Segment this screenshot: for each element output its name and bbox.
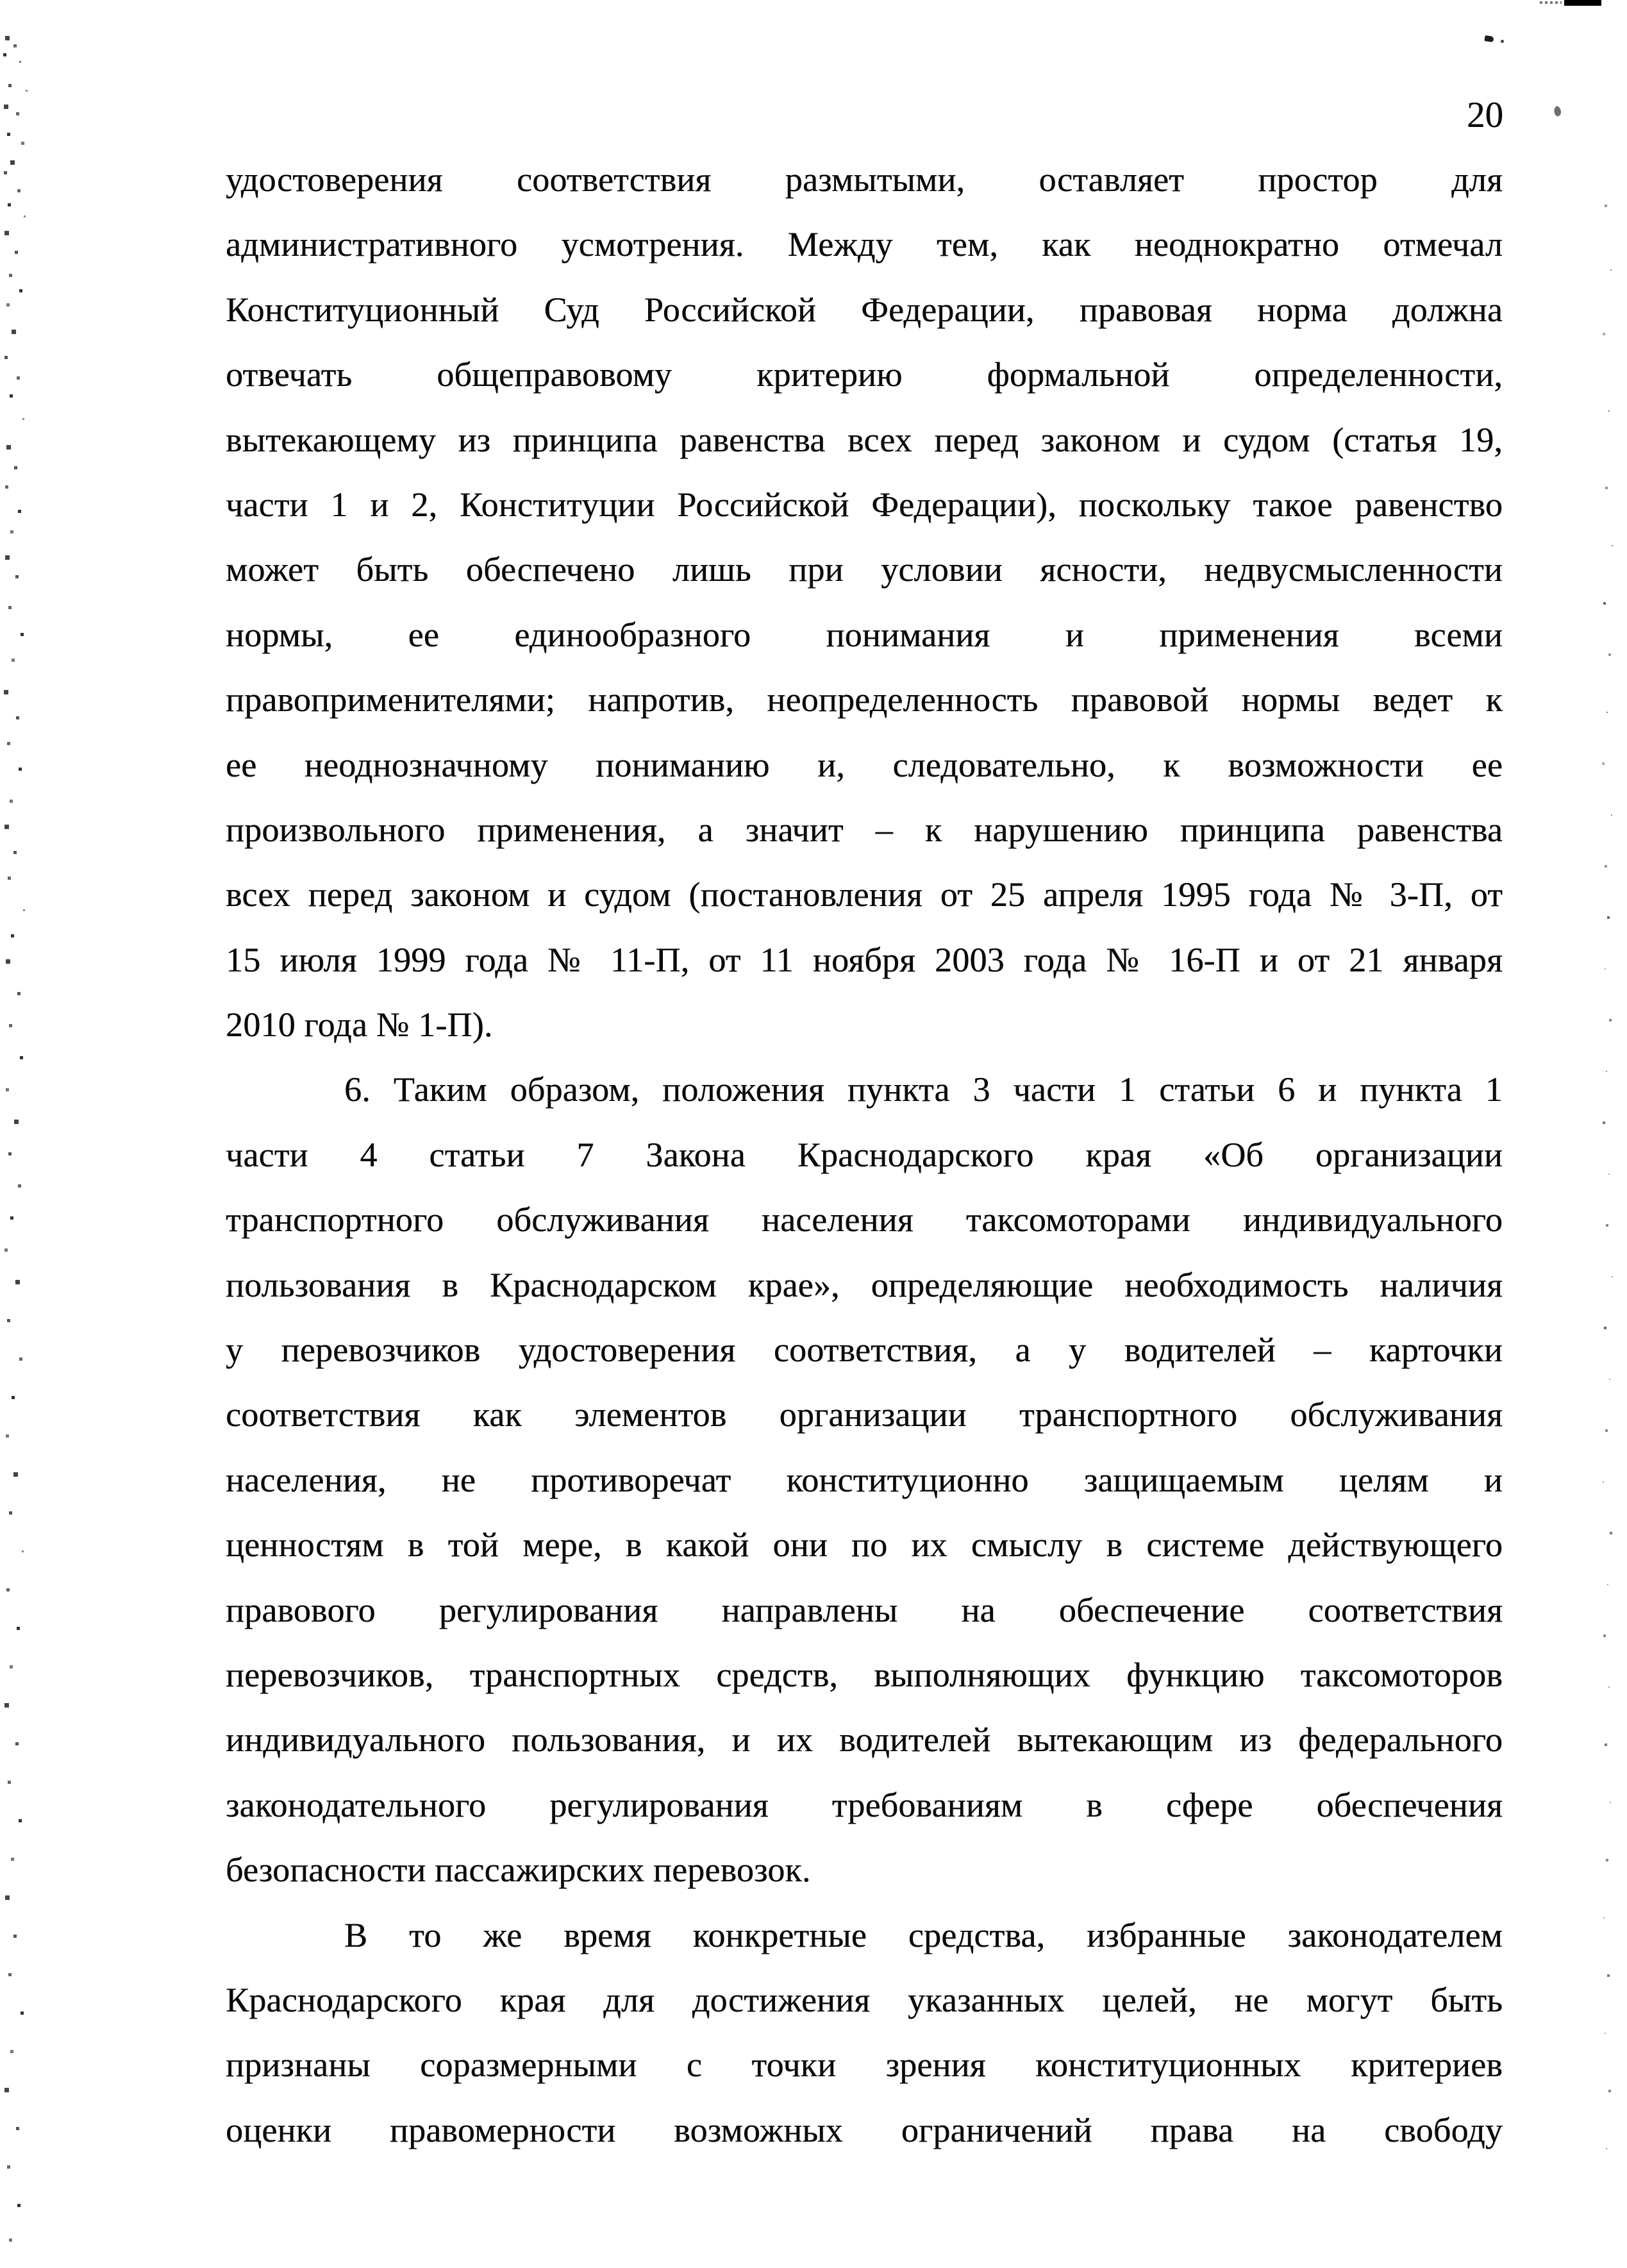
text-line: 6. Таким образом, положения пункта 3 части 1 статьи 6 и пункта 1 <box>344 1070 1503 1109</box>
text-line: В то же время конкретные средства, избранные законодателем <box>344 1915 1503 1954</box>
text-line: административного усмотрения. Между тем, как неоднократно отмечал <box>226 225 1503 264</box>
text-line: индивидуального пользования, и их водителей вытекающим из федерального <box>226 1720 1503 1760</box>
text-line: может быть обеспечено лишь при условии ясности, недвусмысленности <box>226 550 1503 589</box>
text-line: пользования в Краснодарском крае», определяющие необходимость наличия <box>226 1265 1503 1304</box>
text-line: оценки правомерности возможных ограничений права на свободу <box>226 2110 1503 2149</box>
text-line: ценностям в той мере, в какой они по их смыслу в системе действующего <box>226 1525 1503 1565</box>
scan-artifact-speck <box>1484 35 1494 42</box>
text-line: транспортного обслуживания населения таксомоторами индивидуального <box>226 1200 1503 1239</box>
text-line: части 4 статьи 7 Закона Краснодарского края «Об организации <box>226 1135 1503 1174</box>
text-line: законодательного регулирования требованиям в сфере обеспечения <box>226 1785 1503 1824</box>
text-line: Конституционный Суд Российской Федерации, правовая норма должна <box>226 290 1503 329</box>
text-line: вытекающему из принципа равенства всех перед законом и судом (статья 19, <box>226 420 1503 459</box>
text-line: нормы, ее единообразного понимания и применения всеми <box>226 615 1503 654</box>
scan-artifact-dashes <box>1540 1 1562 4</box>
text-line: отвечать общеправовому критерию формальной определенности, <box>226 355 1503 394</box>
text-line: у перевозчиков удостоверения соответствия, а у водителей – карточки <box>226 1331 1503 1370</box>
text-line: произвольного применения, а значит – к нарушению принципа равенства <box>226 810 1503 849</box>
scan-artifact-corner-bar <box>1564 0 1601 6</box>
scan-noise-left-edge <box>0 0 2 2</box>
text-line: 15 июля 1999 года № 11-П, от 11 ноября 2003 года № 16-П и от 21 января <box>226 940 1503 979</box>
text-line: всех перед законом и судом (постановления от 25 апреля 1995 года № 3-П, от <box>226 875 1503 914</box>
text-line: ее неоднозначному пониманию и, следовательно, к возможности ее <box>226 745 1503 784</box>
text-line: правового регулирования направлены на обеспечение соответствия <box>226 1590 1503 1629</box>
scan-artifact-tick <box>1552 105 1563 117</box>
text-line: удостоверения соответствия размытыми, оставляет простор для <box>226 160 1503 199</box>
text-line: 2010 года № 1-П). <box>226 1005 493 1045</box>
text-line: перевозчиков, транспортных средств, выполняющих функцию таксомоторов <box>226 1655 1503 1694</box>
scan-artifact-speck <box>1501 40 1504 43</box>
text-line: правоприменителями; напротив, неопределенность правовой нормы ведет к <box>226 680 1503 719</box>
scan-noise-right-edge <box>1601 0 1603 1</box>
text-line: безопасности пассажирских перевозок. <box>226 1851 811 1890</box>
text-line: населения, не противоречат конституционно защищаемым целям и <box>226 1460 1503 1499</box>
text-line: признаны соразмерными с точки зрения конституционных критериев <box>226 2045 1503 2085</box>
document-text-block <box>226 147 1503 2163</box>
text-line: части 1 и 2, Конституции Российской Федерации), поскольку такое равенство <box>226 485 1503 524</box>
text-line: Краснодарского края для достижения указанных целей, не могут быть <box>226 1980 1503 2019</box>
page-number: 20 <box>1467 95 1503 135</box>
text-line: соответствия как элементов организации транспортного обслуживания <box>226 1395 1503 1434</box>
